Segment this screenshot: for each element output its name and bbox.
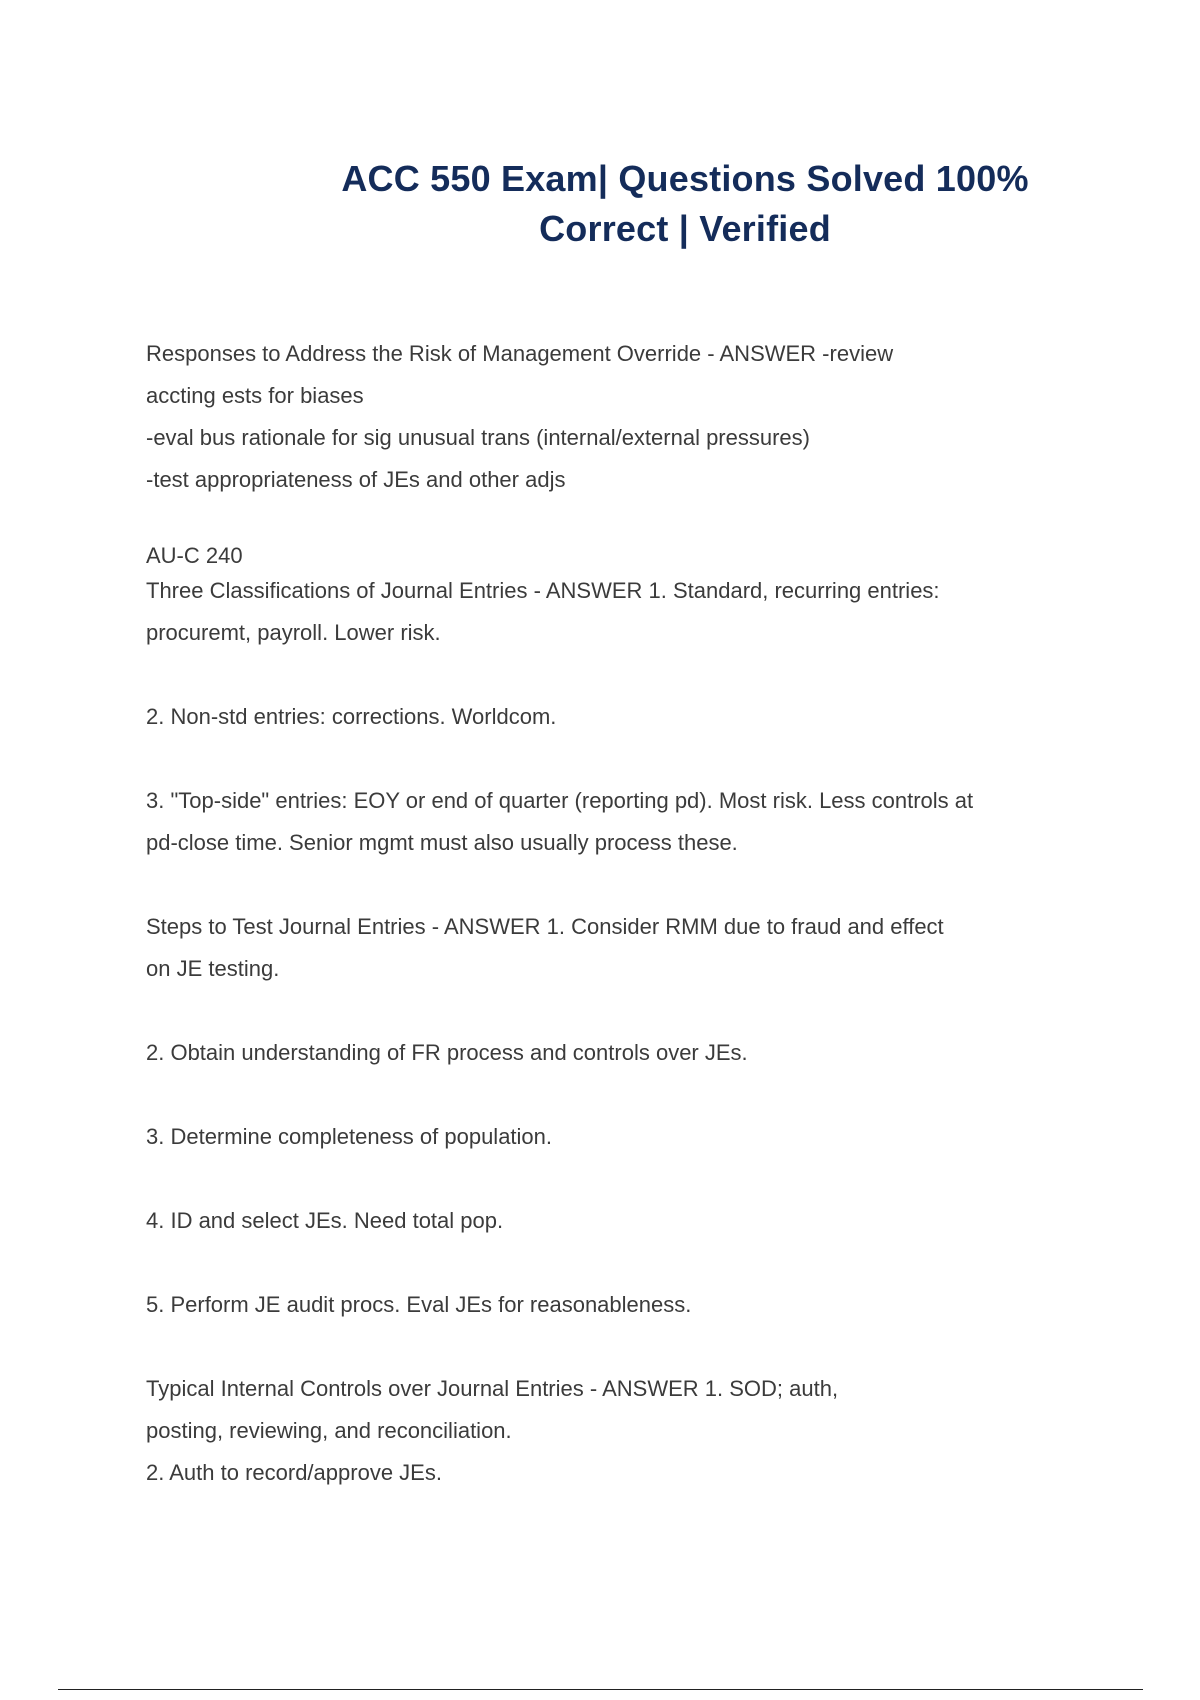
paragraph-gap — [146, 1242, 1066, 1284]
text-line: -eval bus rationale for sig unusual trans (internal/external pressures) — [146, 425, 810, 450]
title-line-1: ACC 550 Exam| Questions Solved 100% — [341, 158, 1029, 199]
text-line: Steps to Test Journal Entries - ANSWER 1. Consider RMM due to fraud and effect — [146, 914, 944, 939]
paragraph-gap — [146, 1326, 1066, 1368]
text-line: AU-C 240 — [146, 543, 243, 568]
paragraph-gap — [146, 990, 1066, 1032]
text-line: posting, reviewing, and reconciliation. — [146, 1418, 512, 1443]
text-line: 3. "Top-side" entries: EOY or end of quarter (reporting pd). Most risk. Less controls at — [146, 788, 974, 813]
paragraph-gap — [146, 738, 1066, 780]
paragraph-gap — [146, 1074, 1066, 1116]
text-line: Three Classifications of Journal Entries - ANSWER 1. Standard, recurring entries: — [146, 578, 940, 603]
text-line: 2. Auth to record/approve JEs. — [146, 1460, 442, 1485]
paragraph-gap — [146, 1158, 1066, 1200]
text-line: -test appropriateness of JEs and other adjs — [146, 467, 566, 492]
text-line: 3. Determine completeness of population. — [146, 1124, 553, 1149]
text-line: 5. Perform JE audit procs. Eval JEs for reasonableness. — [146, 1292, 692, 1317]
text-line: 2. Non-std entries: corrections. Worldcom. — [146, 704, 557, 729]
text-line: Responses to Address the Risk of Management Override - ANSWER -review — [146, 341, 894, 366]
paragraph-gap — [146, 654, 1066, 696]
paragraph-gap — [146, 501, 1066, 541]
text-line: procuremt, payroll. Lower risk. — [146, 620, 441, 645]
text-line: 2. Obtain understanding of FR process and controls over JEs. — [146, 1040, 748, 1065]
text-line: 4. ID and select JEs. Need total pop. — [146, 1208, 504, 1233]
text-line: Typical Internal Controls over Journal Entries - ANSWER 1. SOD; auth, — [146, 1376, 839, 1401]
text-line: accting ests for biases — [146, 383, 364, 408]
document-title — [305, 154, 1065, 254]
document-body — [146, 333, 1066, 1494]
footer-divider — [58, 1689, 1143, 1690]
text-line: pd-close time. Senior mgmt must also usually process these. — [146, 830, 738, 855]
title-line-2: Correct | Verified — [539, 208, 831, 249]
paragraph-gap — [146, 864, 1066, 906]
text-line: on JE testing. — [146, 956, 280, 981]
